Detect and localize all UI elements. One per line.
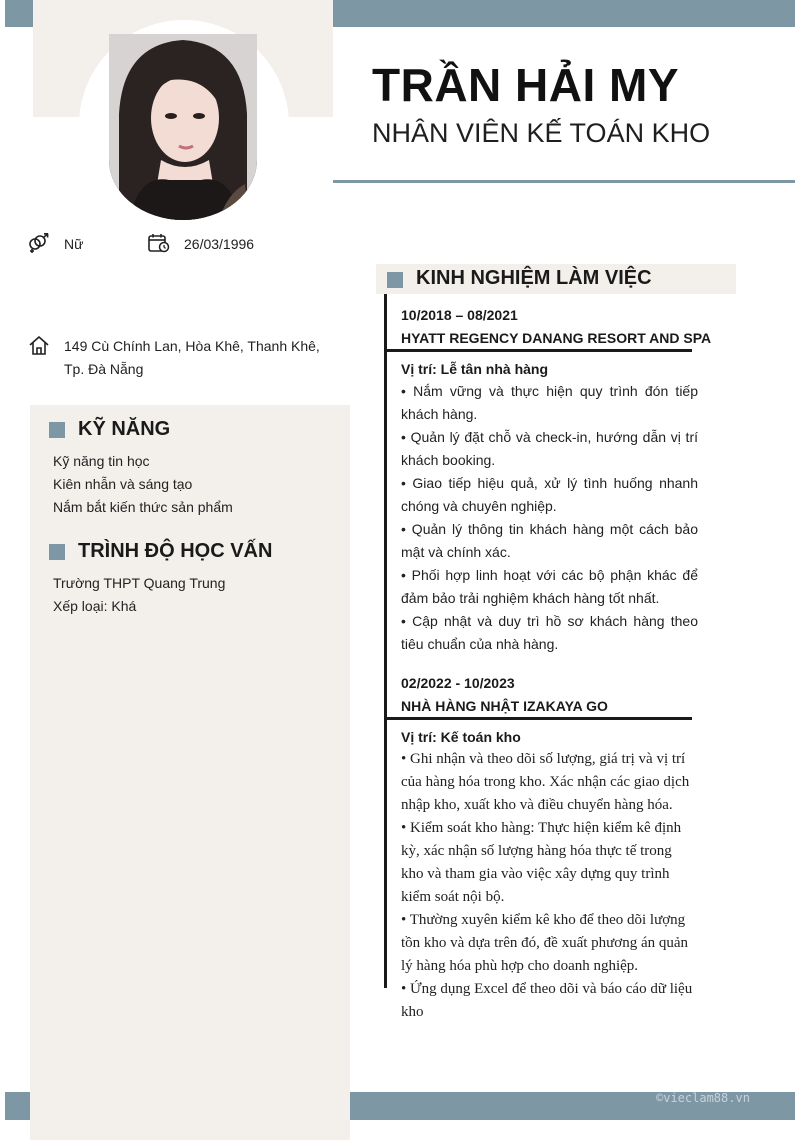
job-bullet: • Ghi nhận và theo dõi số lượng, giá trị và vị trí của hàng hóa trong kho. Xác nhận các giao dịch nhập kho, xuất kho và điều chuyển hàng hóa. (401, 751, 690, 813)
skill-item: Nắm bắt kiến thức sản phẩm (53, 499, 233, 515)
bottom-accent-bar-left (5, 1092, 30, 1120)
job-bullet: • Ứng dụng Excel để theo dõi và báo cáo dữ liệu kho (401, 981, 693, 1020)
skill-item: Kiên nhẫn và sáng tạo (53, 476, 193, 492)
profile-photo (109, 34, 257, 220)
address-line1: 149 Cù Chính Lan, Hòa Khê, Thanh Khê, (64, 338, 320, 354)
address-line2: Tp. Đà Nẵng (64, 361, 144, 377)
birthdate-value: 26/03/1996 (184, 236, 255, 252)
job-bullet: • Thường xuyên kiểm kê kho để theo dõi lượng tồn kho và dựa trên đó, đề xuất phương án quản lý hàng hóa phù hợp cho doanh nghiệp. (401, 912, 689, 974)
job-divider (387, 349, 692, 352)
job-title: NHÂN VIÊN KẾ TOÁN KHO (372, 118, 711, 148)
job-bullet: • Cập nhật và duy trì hồ sơ khách hàng theo tiêu chuẩn của nhà hàng. (401, 613, 698, 652)
job-position: Vị trí: Lễ tân nhà hàng (401, 361, 549, 377)
header-divider (333, 180, 795, 183)
candidate-name: TRẦN HẢI MY (372, 59, 680, 111)
skills-title: KỸ NĂNG (78, 418, 171, 440)
job-description (401, 380, 698, 656)
skill-item: Kỹ năng tin học (53, 453, 150, 469)
home-icon (28, 335, 50, 360)
top-accent-bar-left (5, 0, 33, 27)
job-company: HYATT REGENCY DANANG RESORT AND SPA (401, 330, 712, 346)
job-position: Vị trí: Kế toán kho (401, 729, 521, 745)
job-bullet: • Quản lý thông tin khách hàng một cách bảo mật và chính xác. (401, 521, 698, 560)
education-title: TRÌNH ĐỘ HỌC VẤN (78, 540, 273, 562)
job-company: NHÀ HÀNG NHẬT IZAKAYA GO (401, 698, 608, 714)
job-divider (387, 717, 692, 720)
watermark: ©vieclam88.vn (656, 1091, 750, 1105)
job-date: 10/2018 – 08/2021 (401, 307, 518, 323)
experience-marker (387, 272, 403, 288)
job-bullet: • Nắm vững và thực hiện quy trình đón tiếp khách hàng. (401, 383, 698, 422)
gender-icon (27, 233, 49, 258)
education-marker (49, 544, 65, 560)
top-accent-bar (333, 0, 795, 27)
job-date: 02/2022 - 10/2023 (401, 675, 515, 691)
job-bullet: • Quản lý đặt chỗ và check-in, hướng dẫn vị trí khách booking. (401, 429, 698, 468)
gender-value: Nữ (64, 236, 84, 252)
experience-title: KINH NGHIỆM LÀM VIỆC (416, 267, 652, 289)
skills-marker (49, 422, 65, 438)
job-bullet: • Giao tiếp hiệu quả, xử lý tình huống nhanh chóng và chuyên nghiệp. (401, 475, 698, 514)
left-panel (30, 405, 350, 1140)
education-item: Trường THPT Quang Trung (53, 575, 226, 591)
job-description (401, 748, 698, 1024)
job-bullet: • Phối hợp linh hoạt với các bộ phận khác để đảm bảo trải nghiệm khách hàng tốt nhất. (401, 567, 698, 606)
portrait-illustration (109, 34, 257, 220)
experience-timeline (384, 294, 387, 988)
job-bullet: • Kiểm soát kho hàng: Thực hiện kiểm kê định kỳ, xác nhận số lượng hàng hóa thực tế trong kho và tham gia vào việc xây dựng quy trình kiểm soát nội bộ. (401, 820, 682, 905)
calendar-icon (148, 233, 170, 258)
education-item: Xếp loại: Khá (53, 598, 137, 614)
